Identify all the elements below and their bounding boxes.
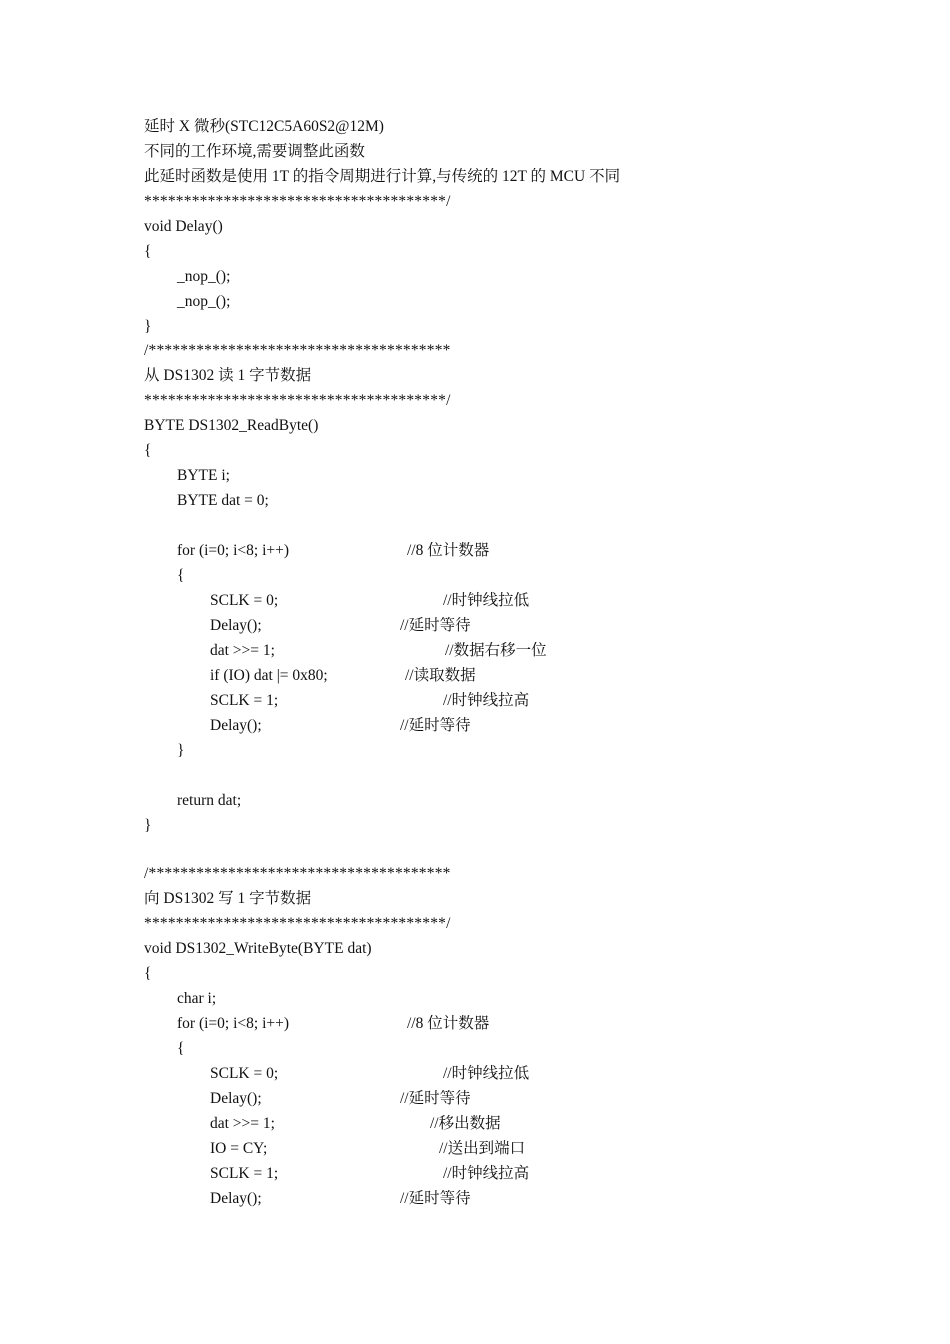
code-line: _nop_();	[177, 293, 231, 310]
code-line: BYTE i;	[177, 467, 230, 484]
code-line: 此延时函数是使用 1T 的指令周期进行计算,与传统的 12T 的 MCU 不同	[144, 168, 621, 185]
code-comment: //数据右移一位	[445, 642, 547, 659]
code-comment: //读取数据	[405, 667, 476, 684]
code-comment: //延时等待	[400, 617, 471, 634]
comment-end-line: **************************************/	[144, 193, 451, 210]
code-comment: //时钟线拉高	[443, 692, 530, 709]
code-comment: //移出数据	[430, 1115, 501, 1132]
code-comment: //延时等待	[400, 717, 471, 734]
code-line: 从 DS1302 读 1 字节数据	[144, 367, 312, 384]
code-line: BYTE DS1302_ReadByte()	[144, 417, 319, 434]
code-line: }	[144, 318, 152, 335]
code-comment: //延时等待	[400, 1190, 471, 1207]
code-line: for (i=0; i<8; i++)	[177, 1015, 290, 1032]
code-line: Delay();	[210, 1090, 262, 1107]
code-line: 不同的工作环境,需要调整此函数	[144, 143, 365, 160]
code-line: }	[177, 742, 185, 759]
comment-start-line: /**************************************	[144, 865, 451, 882]
code-line: }	[144, 817, 152, 834]
code-line: Delay();	[210, 1190, 262, 1207]
code-comment: //送出到端口	[439, 1140, 526, 1157]
code-line: for (i=0; i<8; i++)	[177, 542, 290, 559]
code-comment: //8 位计数器	[407, 1015, 490, 1032]
code-comment: //8 位计数器	[407, 542, 490, 559]
code-comment: //时钟线拉高	[443, 1165, 530, 1182]
comment-end-line: **************************************/	[144, 915, 451, 932]
code-comment: //时钟线拉低	[443, 1065, 530, 1082]
comment-start-line: /**************************************	[144, 342, 451, 359]
code-line: Delay();	[210, 617, 262, 634]
code-comment: //延时等待	[400, 1090, 471, 1107]
code-line: dat >>= 1;	[210, 642, 275, 659]
code-line: {	[144, 442, 152, 459]
comment-end-line: **************************************/	[144, 392, 451, 409]
code-line: BYTE dat = 0;	[177, 492, 269, 509]
code-line: SCLK = 1;	[210, 1165, 279, 1182]
code-line: dat >>= 1;	[210, 1115, 275, 1132]
code-line: char i;	[177, 990, 217, 1007]
code-line: SCLK = 0;	[210, 592, 279, 609]
code-line: void Delay()	[144, 218, 223, 235]
code-line: 向 DS1302 写 1 字节数据	[144, 890, 312, 907]
code-line: Delay();	[210, 717, 262, 734]
code-line: void DS1302_WriteByte(BYTE dat)	[144, 940, 372, 957]
code-line: SCLK = 1;	[210, 692, 279, 709]
code-line: {	[177, 1040, 185, 1057]
code-line: if (IO) dat |= 0x80;	[210, 667, 328, 684]
code-line: {	[177, 567, 185, 584]
code-line: return dat;	[177, 792, 242, 809]
code-line: _nop_();	[177, 268, 231, 285]
code-line: 延时 X 微秒(STC12C5A60S2@12M)	[144, 118, 384, 135]
code-comment: //时钟线拉低	[443, 592, 530, 609]
code-line: {	[144, 965, 152, 982]
code-line: {	[144, 243, 152, 260]
code-line: IO = CY;	[210, 1140, 268, 1157]
code-line: SCLK = 0;	[210, 1065, 279, 1082]
